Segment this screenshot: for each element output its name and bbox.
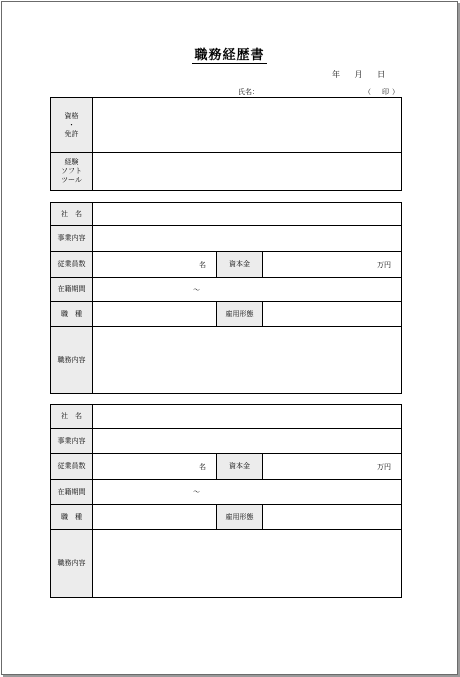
job-type-field[interactable] bbox=[93, 302, 217, 327]
employees-field[interactable] bbox=[93, 454, 217, 480]
period-field[interactable] bbox=[93, 480, 402, 505]
job-type-label: 職 種 bbox=[51, 302, 93, 327]
duties-field[interactable] bbox=[93, 530, 402, 598]
software-field[interactable] bbox=[93, 153, 402, 191]
capital-label: 資本金 bbox=[217, 454, 263, 480]
capital-label: 資本金 bbox=[217, 252, 263, 278]
qualifications-table bbox=[50, 97, 402, 191]
period-separator: ～ bbox=[193, 285, 200, 294]
date-line bbox=[332, 69, 385, 80]
business-field[interactable] bbox=[93, 429, 402, 454]
employees-label: 従業員数 bbox=[51, 454, 93, 480]
capital-field[interactable] bbox=[263, 252, 402, 278]
name-paren-close: ） bbox=[392, 88, 399, 96]
employment-type-field[interactable] bbox=[263, 302, 402, 327]
date-year: 年 bbox=[332, 70, 340, 79]
licenses-field[interactable] bbox=[93, 98, 402, 153]
capital-field[interactable] bbox=[263, 454, 402, 480]
job-type-label: 職 種 bbox=[51, 505, 93, 530]
licenses-label: 資格 ・ 免許 bbox=[51, 98, 93, 153]
company-name-field[interactable] bbox=[93, 203, 402, 226]
company-name-label: 社 名 bbox=[51, 405, 93, 429]
period-separator: ～ bbox=[193, 488, 200, 496]
company-table bbox=[50, 202, 402, 394]
business-label: 事業内容 bbox=[51, 429, 93, 454]
company-name-label: 社 名 bbox=[51, 203, 93, 226]
business-field[interactable] bbox=[93, 226, 402, 252]
date-day: 日 bbox=[377, 70, 386, 79]
name-paren-open: （ bbox=[364, 88, 371, 96]
duties-label: 職務内容 bbox=[51, 327, 93, 394]
software-label: 経験 ソフト ツール bbox=[51, 153, 93, 191]
period-field[interactable] bbox=[93, 278, 402, 302]
employment-type-field[interactable] bbox=[263, 505, 402, 530]
period-label: 在籍期間 bbox=[51, 278, 93, 302]
capital-unit: 万円 bbox=[377, 462, 391, 471]
period-label: 在籍期間 bbox=[51, 480, 93, 505]
name-label: 氏名： bbox=[238, 88, 259, 96]
job-type-field[interactable] bbox=[93, 505, 217, 530]
employees-field[interactable] bbox=[93, 252, 217, 278]
capital-unit: 万円 bbox=[377, 260, 391, 269]
document-title: 職務経歴書 bbox=[194, 48, 265, 63]
employment-type-label: 雇用形態 bbox=[217, 302, 263, 327]
duties-field[interactable] bbox=[93, 327, 402, 394]
employees-unit: 名 bbox=[199, 260, 206, 269]
employees-label: 従業員数 bbox=[51, 252, 93, 278]
business-label: 事業内容 bbox=[51, 226, 93, 252]
date-month: 月 bbox=[354, 70, 363, 79]
name-seal: 印 bbox=[382, 88, 389, 96]
company-name-field[interactable] bbox=[93, 405, 402, 429]
employees-unit: 名 bbox=[199, 462, 206, 471]
company-table bbox=[50, 404, 402, 598]
duties-label: 職務内容 bbox=[51, 530, 93, 598]
employment-type-label: 雇用形態 bbox=[217, 505, 263, 530]
